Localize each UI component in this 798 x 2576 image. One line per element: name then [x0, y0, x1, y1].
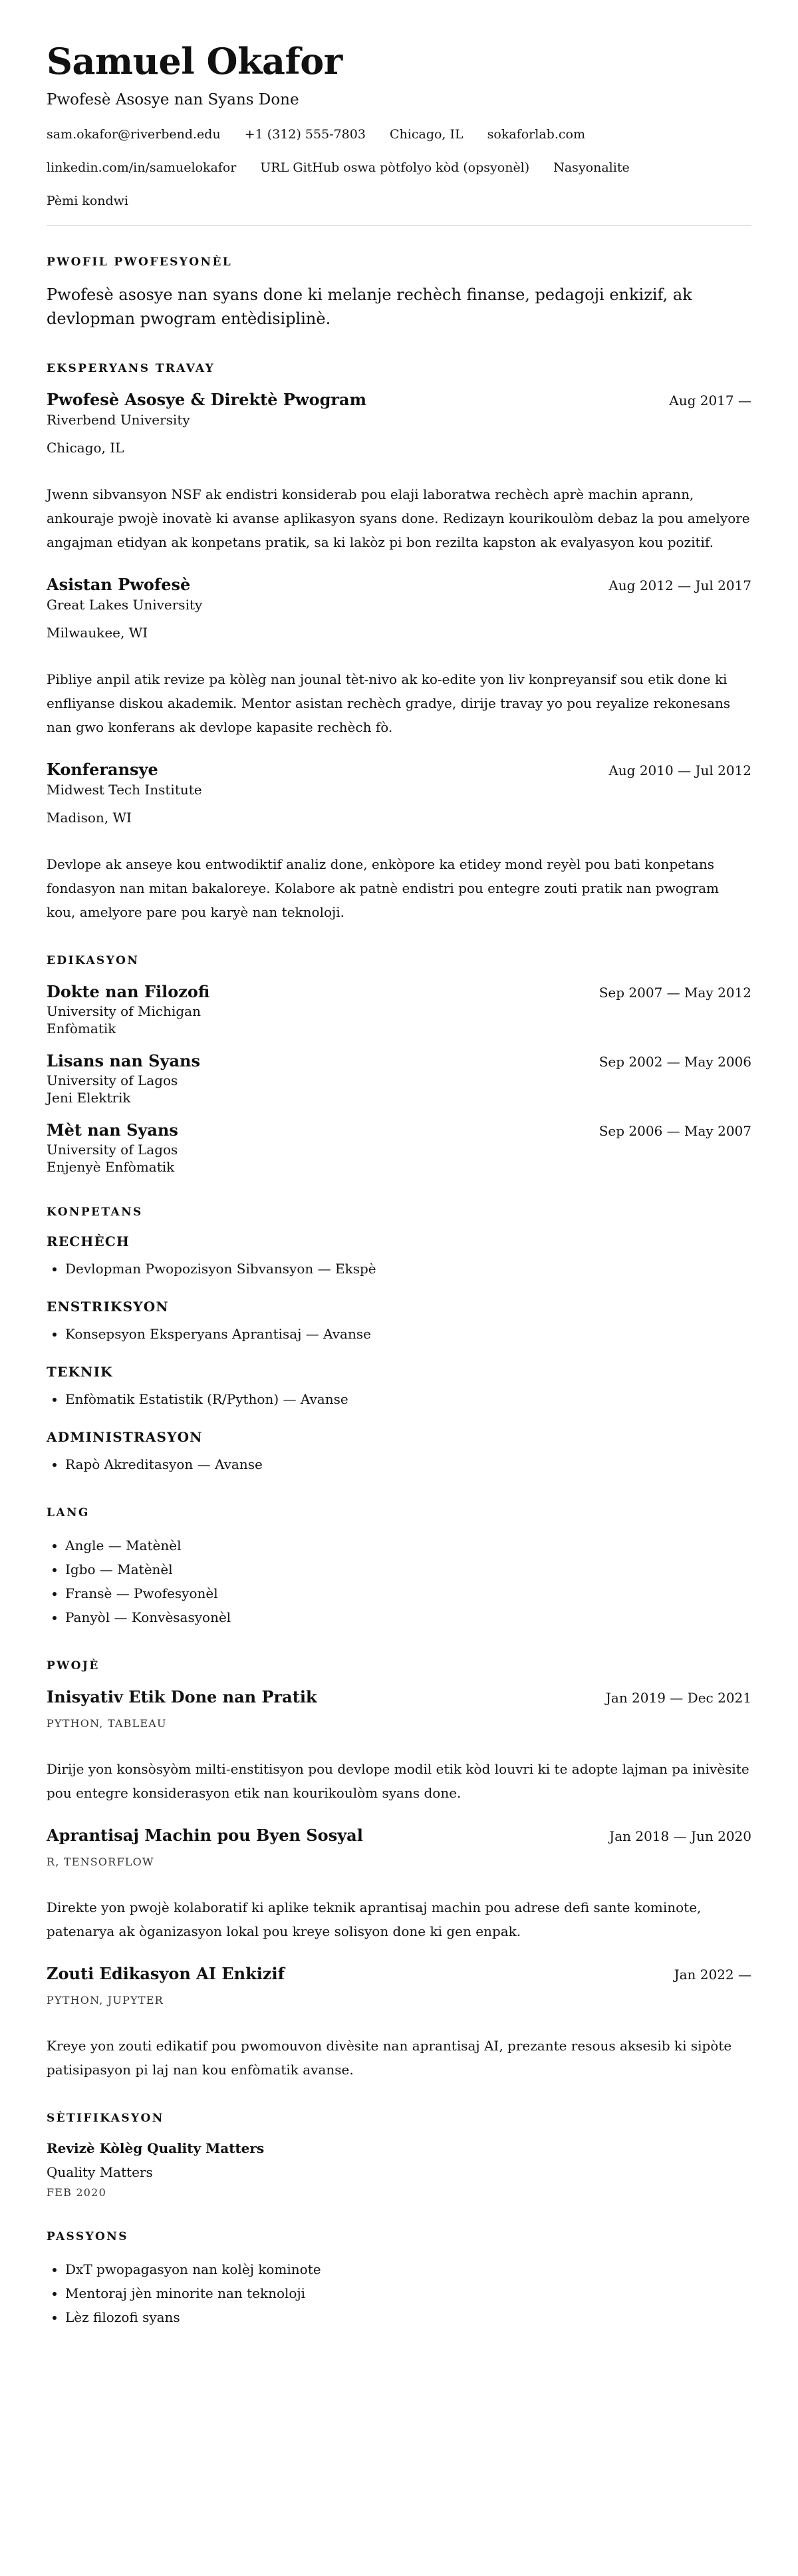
nationality: Nasyonalite: [553, 160, 630, 175]
degree-name: Mèt nan Syans: [47, 1120, 178, 1140]
skill-category: ENSTRIKSYON: [47, 1299, 169, 1315]
section-certifications: [47, 2111, 751, 2200]
section-languages: [47, 1506, 751, 1629]
job-dates: Aug 2010 — Jul 2012: [608, 762, 751, 778]
school-name: University of Lagos: [47, 1142, 178, 1158]
school-name: University of Michigan: [47, 1003, 201, 1019]
skill-item: • Konsepsyon Eksperyans Aprantisaj — Avanse: [65, 1322, 751, 1346]
interest-item: • Mentoraj jèn minorite nan teknoloji: [65, 2281, 751, 2305]
language-item: • Igbo — Matènèl: [65, 1557, 751, 1581]
experience-item: [47, 389, 751, 554]
email-link[interactable]: sam.okafor@riverbend.edu: [47, 127, 221, 142]
school-name: University of Lagos: [47, 1072, 178, 1088]
linkedin-link[interactable]: linkedin.com/in/samuelokafor: [47, 160, 237, 175]
section-title-education: EDIKASYON: [47, 954, 140, 967]
job-description: Devlope ak anseye kou entwodiktif analiz done, enkòpore ka etidey mond reyèl pou bati konpetans fondasyon nan mitan bakaloreye. Kolabore ak patnè endistri pou entegre zouti pratik nan pwogram kou, amelyore pare pou karyè nan teknoloji.: [47, 856, 720, 920]
interest-item: • Lèz filozofi syans: [65, 2305, 751, 2329]
candidate-title: Pwofesè Asosye nan Syans Done: [47, 91, 299, 108]
skill-list: [47, 1452, 751, 1476]
section-experience: [47, 361, 751, 924]
project-description: Direkte yon pwojè kolaboratif ki aplike teknik aprantisaj machin pou adrese defi sante kominote, patenarya ak òganizasyon lokal pou kreye solisyon done ki gen enpak.: [47, 1899, 702, 1939]
summary-text: Pwofesè asosye nan syans done ki melanje rechèch finanse, pedagoji enkizif, ak devlopman pwogram entèdisiplinè.: [47, 285, 692, 328]
degree-dates: Sep 2007 — May 2012: [598, 985, 751, 1001]
job-title: Asistan Pwofesè: [47, 575, 191, 594]
project-item: [47, 1687, 751, 1805]
certification-issuer: Quality Matters: [47, 2164, 153, 2180]
certification-date: FEB 2020: [47, 2186, 106, 2199]
education-item: [47, 1120, 751, 1176]
experience-item: [47, 574, 751, 739]
contact-line-1: [47, 125, 751, 144]
job-location: Milwaukee, WI: [47, 625, 148, 641]
location: Chicago, IL: [390, 127, 464, 142]
certification-name: Revizè Kòlèg Quality Matters: [47, 2140, 265, 2156]
project-item: [47, 1963, 751, 2082]
interest-item: • DxT pwopagasyon nan kolèj kominote: [65, 2257, 751, 2281]
field-of-study: Jeni Elektrik: [47, 1090, 131, 1106]
education-item: [47, 1050, 751, 1106]
job-dates: Aug 2012 — Jul 2017: [608, 577, 751, 593]
section-title-certifications: SÈTIFIKASYON: [47, 2112, 164, 2125]
skill-list: [47, 1257, 751, 1281]
website-link[interactable]: sokaforlab.com: [487, 127, 585, 142]
section-skills: [47, 1205, 751, 1476]
degree-dates: Sep 2006 — May 2007: [598, 1123, 751, 1139]
field-of-study: Enjenyè Enfòmatik: [47, 1159, 175, 1175]
section-title-skills: KONPETANS: [47, 1206, 143, 1219]
project-tech: PYTHON, JUPYTER: [47, 1994, 164, 2007]
candidate-name: Samuel Okafor: [47, 40, 342, 82]
github-portfolio-link[interactable]: URL GitHub oswa pòtfolyo kòd (opsyonèl): [260, 160, 530, 175]
section-projects: [47, 1659, 751, 2082]
job-location: Chicago, IL: [47, 440, 124, 456]
phone-number[interactable]: +1 (312) 555-7803: [244, 127, 366, 142]
language-item: • Panyòl — Konvèsasyonèl: [65, 1605, 751, 1629]
job-description: Pibliye anpil atik revize pa kòlèg nan jounal tèt-nivo ak ko-edite yon liv konpreyansif sou etik done ki enfliyanse diskou akademik. Mentor asistan rechèch gradye, dirije travay yo pou reyalize rekonesans nan gwo konferans ak devlope kapasite rechèch fò.: [47, 671, 731, 735]
skill-item: • Rapò Akreditasyon — Avanse: [65, 1452, 751, 1476]
employer: Midwest Tech Institute: [47, 782, 202, 798]
education-item: [47, 981, 751, 1037]
skill-list: [47, 1387, 751, 1411]
project-description: Dirije yon konsòsyòm milti-enstitisyon pou devlope modil etik kòd louvri ki te adopte lajman pa inivèsite pou entegre konsiderasyon etik nan kourikoulòm syans done.: [47, 1761, 749, 1801]
job-title: Konferansye: [47, 760, 158, 779]
degree-name: Dokte nan Filozofi: [47, 982, 210, 1001]
job-title: Pwofesè Asosye & Direktè Pwogram: [47, 390, 366, 409]
section-title-experience: EKSPERYANS TRAVAY: [47, 362, 215, 375]
project-name: Zouti Edikasyon AI Enkizif: [47, 1964, 285, 1983]
project-tech: R, TENSORFLOW: [47, 1855, 154, 1868]
section-title-summary: PWOFIL PWOFESYONÈL: [47, 255, 233, 269]
job-description: Jwenn sibvansyon NSF ak endistri konsiderab pou elaji laboratwa rechèch aprè machin aprann, ankouraje pwojè inovatè ki avanse aplikasyon syans done. Redizayn kourikoulòm debaz la pou amelyore angajman etidyan ak konpetans pratik, sa ki lakòz pi bon rezilta kapston ak evalyasyon kou pozitif.: [47, 486, 750, 550]
section-education: [47, 953, 751, 1176]
project-tech: PYTHON, TABLEAU: [47, 1717, 167, 1730]
degree-name: Lisans nan Syans: [47, 1051, 200, 1070]
section-title-languages: LANG: [47, 1506, 90, 1520]
project-dates: Jan 2018 — Jun 2020: [609, 1828, 751, 1844]
project-dates: Jan 2019 — Dec 2021: [605, 1690, 751, 1706]
skill-category: ADMINISTRASYON: [47, 1429, 203, 1445]
project-dates: Jan 2022 —: [674, 1967, 751, 1983]
language-item: • Angle — Matènèl: [65, 1533, 751, 1557]
field-of-study: Enfòmatik: [47, 1021, 116, 1037]
employer: Riverbend University: [47, 412, 190, 428]
drivers-license: Pèmi kondwi: [47, 194, 128, 208]
skill-list: [47, 1322, 751, 1346]
project-description: Kreye yon zouti edikatif pou pwomouvon divèsite nan aprantisaj AI, prezante resous aksesib ki sipòte patisipasyon pi laj nan kou enfòmatik avanse.: [47, 2038, 732, 2078]
skill-item: • Enfòmatik Estatistik (R/Python) — Avanse: [65, 1387, 751, 1411]
job-dates: Aug 2017 —: [669, 393, 751, 408]
project-item: [47, 1825, 751, 1943]
interest-list: [47, 2257, 751, 2329]
section-title-interests: PASSYONS: [47, 2230, 128, 2243]
header-divider: [47, 225, 751, 226]
job-location: Madison, WI: [47, 810, 132, 826]
section-title-projects: PWOJÈ: [47, 1659, 100, 1673]
project-name: Aprantisaj Machin pou Byen Sosyal: [47, 1826, 363, 1845]
section-interests: [47, 2229, 751, 2329]
contact-line-2: [47, 158, 751, 177]
certification-item: [47, 2139, 751, 2200]
language-list: [47, 1533, 751, 1629]
skill-category: RECHÈCH: [47, 1233, 130, 1249]
skill-item: • Devlopman Pwopozisyon Sibvansyon — Ekspè: [65, 1257, 751, 1281]
skill-category: TEKNIK: [47, 1364, 113, 1380]
language-item: • Fransè — Pwofesyonèl: [65, 1581, 751, 1605]
employer: Great Lakes University: [47, 597, 203, 613]
contact-line-3: [47, 192, 751, 210]
experience-item: [47, 759, 751, 924]
project-name: Inisyativ Etik Done nan Pratik: [47, 1687, 317, 1706]
degree-dates: Sep 2002 — May 2006: [598, 1054, 751, 1070]
